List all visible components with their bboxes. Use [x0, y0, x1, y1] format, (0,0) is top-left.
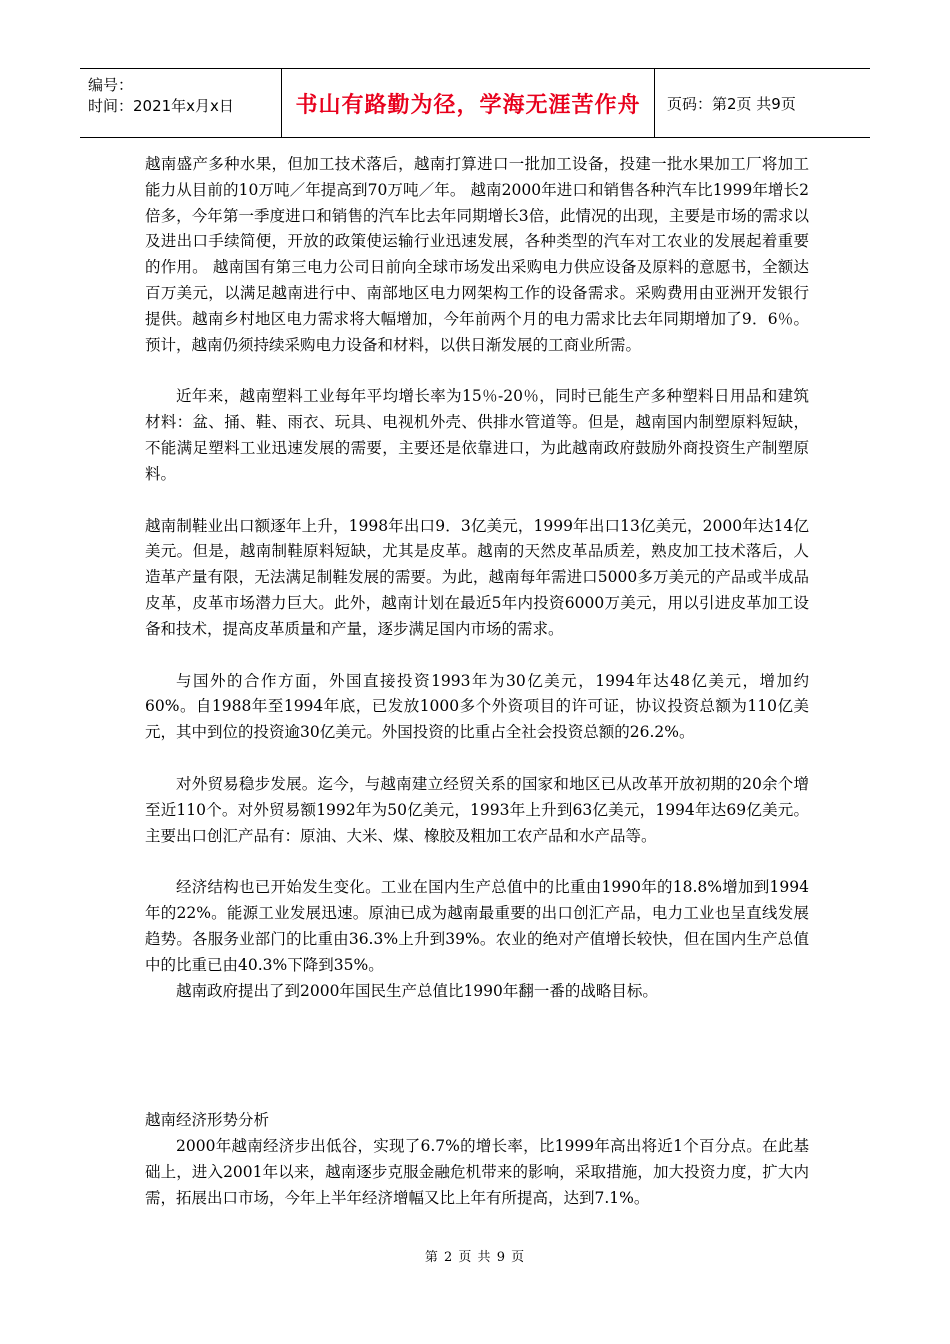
document-body [145, 152, 809, 1212]
header-info-cell [80, 69, 282, 137]
paragraph-foreign-trade: 对外贸易稳步发展。迄今，与越南建立经贸关系的国家和地区已从改革开放初期的20余个增至近110个。对外贸易额1992年为50亿美元，1993年上升到63亿美元，1994年达69亿美元。主要出口创汇产品有：原油、大米、煤、橡胶及粗加工农产品和水产品等。 [145, 774, 809, 845]
header-page-label: 页码：第2页 共9页 [667, 94, 796, 113]
section-heading: 越南经济形势分析 [145, 1111, 270, 1130]
page-header [80, 68, 870, 138]
paragraph-strategic-goal: 越南政府提出了到2000年国民生产总值比1990年翻一番的战略目标。 [176, 981, 658, 1000]
header-motto: 书山有路勤为径，学海无涯苦作舟 [282, 69, 655, 137]
paragraph-economic-analysis: 2000年越南经济步出低谷，实现了6.7%的增长率，比1999年高出将近1个百分点。在此基础上，进入2001年以来，越南逐步克服金融危机带来的影响，采取措施，加大投资力度，扩大内需，拓展出口市场，今年上半年经济增幅又比上年有所提高，达到7.1%。 [145, 1137, 809, 1207]
page-footer: 第 2 页 共 9 页 [424, 1250, 526, 1265]
document-time-label: 时间：2021年x月x日 [88, 97, 234, 115]
paragraph-footwear: 越南制鞋业出口额逐年上升，1998年出口9．3亿美元，1999年出口13亿美元，2000年达14亿美元。但是，越南制鞋原料短缺，尤其是皮革。越南的天然皮革品质差，熟皮加工技术落后，人造革产量有限，无法满足制鞋发展的需要。为此，越南每年需进口5000多万美元的产品或半成品皮革，皮革市场潜力巨大。此外，越南计划在最近5年内投资6000万美元，用以引进皮革加工设备和技术，提高皮革质量和产量，逐步满足国内市场的需求。 [145, 516, 809, 638]
document-number-label: 编号： [88, 76, 134, 94]
paragraph-fruit-cars-power: 越南盛产多种水果，但加工技术落后，越南打算进口一批加工设备，投建一批水果加工厂将加工能力从目前的10万吨／年提高到70万吨／年。 越南2000年进口和销售各种汽车比1999年增长2倍多，今年第一季度进口和销售的汽车比去年同期增长3倍，此情况的出现，主要是市场的需求以及进出口手续简便，开放的政策使运输行业迅速发展，各种类型的汽车对工农业的发展起着重要的作用。 越南国有第三电力公司日前向全球市场发出采购电力供应设备及原料的意愿书，全额达百万美元，以满足越南进行中、南部地区电力网架构工作的设备需求。采购费用由亚洲开发银行提供。越南乡村地区电力需求将大幅增加，今年前两个月的电力需求比去年同期增加了9．6％。预计，越南仍须持续采购电力设备和材料，以供日渐发展的工商业所需。 [145, 155, 809, 354]
paragraph-economic-structure: 经济结构也已开始发生变化。工业在国内生产总值中的比重由1990年的18.8%增加到1994年的22%。能源工业发展迅速。原油已成为越南最重要的出口创汇产品，电力工业也呈直线发展趋势。各服务业部门的比重由36.3%上升到39%。农业的绝对产值增长较快，但在国内生产总值中的比重已由40.3%下降到35%。 [145, 878, 809, 974]
paragraph-plastics: 近年来，越南塑料工业每年平均增长率为15％-20％，同时已能生产多种塑料日用品和建筑材料：盆、捅、鞋、雨衣、玩具、电视机外壳、供排水管道等。但是，越南国内制塑原料短缺，不能满足塑料工业迅速发展的需要，主要还是依靠进口，为此越南政府鼓励外商投资生产制塑原料。 [145, 387, 809, 483]
paragraph-foreign-investment: 与国外的合作方面，外国直接投资1993年为30亿美元，1994年达48亿美元，增加约60%。自1988年至1994年底，已发放1000多个外资项目的许可证，协议投资总额为110亿美元，其中到位的投资逾30亿美元。外国投资的比重占全社会投资总额的26.2%。 [145, 671, 809, 742]
